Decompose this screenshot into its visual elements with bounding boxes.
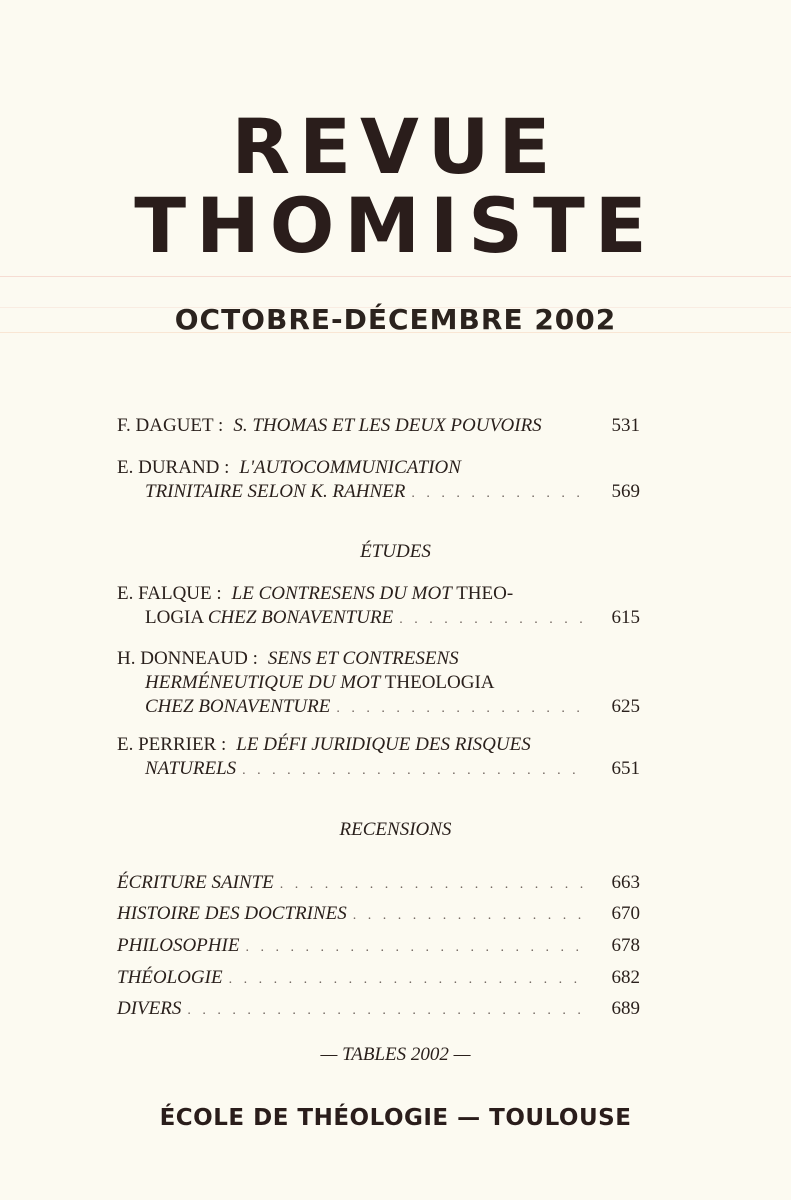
publisher: ÉCOLE DE THÉOLOGIE — TOULOUSE xyxy=(159,1105,632,1131)
toc-recension-philosophie[interactable] xyxy=(117,935,640,959)
journal-title-line-2: THOMISTE xyxy=(134,181,657,270)
entry-title-roman: THEO- xyxy=(451,583,514,604)
entry-title-cont: CHEZ BONAVENTURE xyxy=(145,696,331,717)
leader-dots xyxy=(353,908,588,924)
entry-title-roman: THEOLOGIA xyxy=(380,672,495,693)
entry-author: F. DAGUET : xyxy=(117,415,224,436)
toc-entry-perrier[interactable] xyxy=(117,734,640,782)
leader-dots xyxy=(187,1003,588,1019)
tables-note: — TABLES 2002 — xyxy=(320,1044,471,1065)
leader-dots xyxy=(280,877,588,893)
toc-recension-histoire[interactable] xyxy=(117,903,640,927)
recension-label: PHILOSOPHIE xyxy=(117,935,240,956)
entry-title: S. THOMAS ET LES DEUX POUVOIRS xyxy=(233,415,542,436)
entry-title-cont: TRINITAIRE SELON K. RAHNER xyxy=(145,481,406,502)
toc-entry-donneaud[interactable] xyxy=(117,648,640,720)
section-heading-recensions: RECENSIONS xyxy=(339,819,452,840)
entry-page: 670 xyxy=(611,903,640,924)
recension-label: DIVERS xyxy=(117,998,182,1019)
entry-title-cont: NATURELS xyxy=(145,758,237,779)
recension-label: ÉCRITURE SAINTE xyxy=(117,872,274,893)
entry-author: E. PERRIER : xyxy=(117,734,227,755)
issue-date: OCTOBRE-DÉCEMBRE 2002 xyxy=(174,303,617,336)
toc-recension-ecriture[interactable] xyxy=(117,872,640,896)
entry-title: L'AUTOCOMMUNICATION xyxy=(239,457,461,478)
toc-entry-durand[interactable] xyxy=(117,457,640,505)
entry-title: SENS ET CONTRESENS xyxy=(267,648,459,669)
entry-title: LE CONTRESENS DU MOT xyxy=(231,583,452,604)
entry-author: E. DURAND : xyxy=(117,457,230,478)
entry-page: 569 xyxy=(611,481,640,502)
leader-dots xyxy=(411,486,588,502)
toc-recension-theologie[interactable] xyxy=(117,967,640,991)
toc-recension-divers[interactable] xyxy=(117,998,640,1022)
section-heading-etudes: ÉTUDES xyxy=(360,541,431,562)
entry-author: E. FALQUE : xyxy=(117,583,222,604)
entry-page: 615 xyxy=(611,607,640,628)
entry-title-cont: HERMÉNEUTIQUE DU MOT xyxy=(145,672,381,693)
toc-entry-daguet[interactable] xyxy=(117,415,640,439)
entry-page: 682 xyxy=(611,967,640,988)
toc-entry-falque[interactable] xyxy=(117,583,640,631)
entry-page: 689 xyxy=(611,998,640,1019)
entry-title-roman: LOGIA xyxy=(145,607,208,628)
recension-label: HISTOIRE DES DOCTRINES xyxy=(117,903,347,924)
entry-page: 663 xyxy=(611,872,640,893)
leader-dots xyxy=(245,940,588,956)
entry-page: 625 xyxy=(611,696,640,717)
journal-title-line-1: REVUE xyxy=(231,102,560,191)
entry-page: 651 xyxy=(611,758,640,779)
leader-dots xyxy=(399,612,588,628)
leader-dots xyxy=(242,763,588,779)
entry-page: 531 xyxy=(611,415,640,436)
leader-dots xyxy=(229,972,588,988)
recension-label: THÉOLOGIE xyxy=(117,967,223,988)
leader-dots xyxy=(336,701,588,717)
entry-author: H. DONNEAUD : xyxy=(117,648,258,669)
paper-line xyxy=(0,276,791,277)
entry-page: 678 xyxy=(611,935,640,956)
entry-title: LE DÉFI JURIDIQUE DES RISQUES xyxy=(236,734,531,755)
entry-title-cont: CHEZ BONAVENTURE xyxy=(207,607,394,628)
